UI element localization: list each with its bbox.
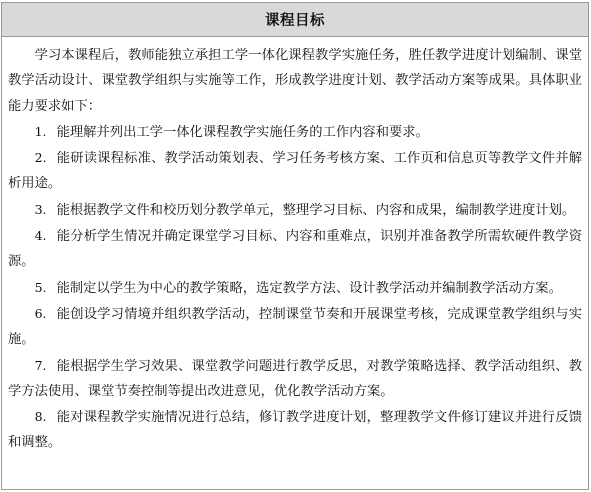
list-item	[8, 404, 582, 456]
list-item	[8, 353, 582, 405]
item-number: 7.	[34, 357, 47, 373]
list-item	[8, 119, 582, 145]
table-content	[2, 37, 588, 456]
list-item	[8, 145, 582, 197]
item-text: 能研读课程标准、教学活动策划表、学习任务考核方案、工作页和信息页等教学文件并解析用途。	[8, 151, 582, 192]
item-number: 1.	[34, 123, 47, 139]
item-number: 4.	[34, 228, 47, 244]
table-header	[2, 3, 588, 37]
item-text: 能制定以学生为中心的教学策略，选定教学方法、设计教学活动并编制教学活动方案。	[56, 280, 562, 296]
item-text: 能理解并列出工学一体化课程教学实施任务的工作内容和要求。	[56, 124, 429, 140]
list-item	[8, 275, 582, 301]
item-number: 5.	[34, 279, 47, 295]
item-text: 能创设学习情境并组织教学活动，控制课堂节奏和开展课堂考核，完成课堂教学组织与实施。	[8, 306, 582, 348]
item-number: 2.	[34, 150, 47, 166]
list-item	[8, 197, 582, 223]
item-number: 3.	[34, 201, 47, 217]
ability-list	[8, 119, 582, 456]
list-item	[8, 223, 582, 275]
item-number: 8.	[34, 409, 47, 425]
item-number: 6.	[34, 305, 47, 321]
item-text: 能分析学生情况并确定课堂学习目标、内容和重难点，识别并准备教学所需软硬件教学资源。	[8, 229, 582, 270]
item-text: 能根据学生学习效果、课堂教学问题进行教学反思，对教学策略选择、教学活动组织、教学方法使用、课堂节奏控制等提出改进意见，优化教学活动方案。	[8, 358, 582, 399]
item-text: 能根据教学文件和校历划分教学单元，整理学习目标、内容和成果，编制教学进度计划。	[56, 202, 576, 218]
item-text: 能对课程教学实施情况进行总结，修订教学进度计划，整理教学文件修订建议并进行反馈和调整。	[8, 410, 582, 451]
intro-paragraph: 学习本课程后，教师能独立承担工学一体化课程教学实施任务，胜任教学进度计划编制、课堂教学活动设计、课堂教学组织与实施等工作，形成教学进度计划、教学活动方案等成果。具体职业能力要求如下：	[8, 48, 582, 114]
course-objectives-table	[1, 2, 589, 490]
header-title: 课程目标	[265, 13, 325, 29]
list-item	[8, 301, 582, 353]
